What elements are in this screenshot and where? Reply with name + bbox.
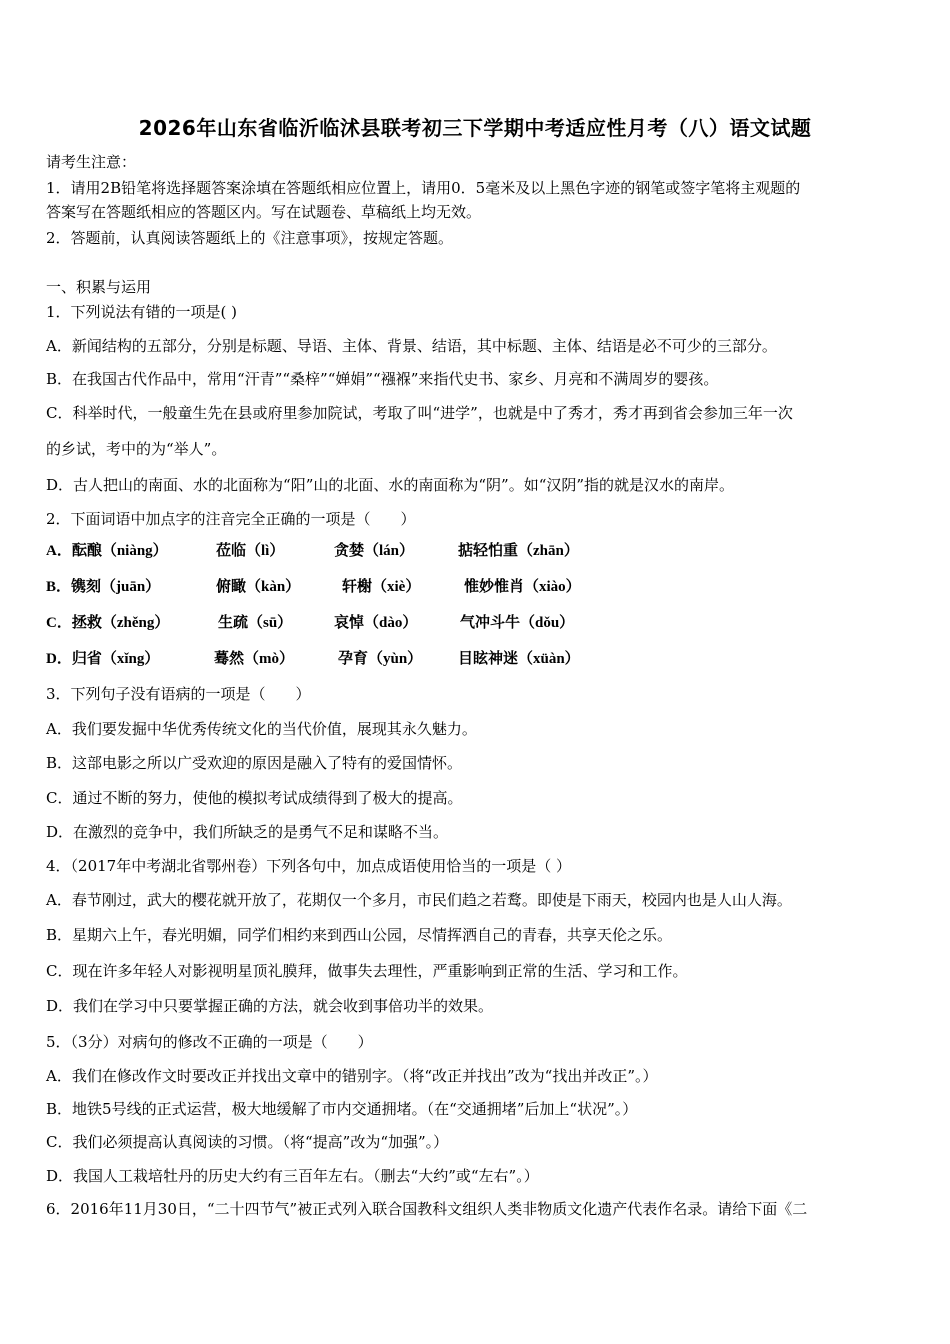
q1-option-c: C．科举时代，一般童生先在县或府里参加院试，考取了叫“进学”，也就是中了秀才，秀才再到省会参加三年一次 — [46, 404, 793, 422]
q2-a-word4: 掂轻怕重（zhān） — [458, 543, 579, 559]
q4-option-b: B．星期六上午，春光明媚，同学们相约来到西山公园，尽情挥洒自己的青春，共享天伦之乐。 — [46, 926, 673, 944]
q5-option-d: D．我国人工栽培牡丹的历史大约有三百年左右。（删去“大约”或“左右”。） — [46, 1167, 539, 1185]
q2-c-word4: 气冲斗牛（dǒu） — [460, 615, 575, 631]
q2-c-word3: 哀悼（dào） — [334, 615, 418, 631]
q5-option-b: B．地铁5号线的正式运营，极大地缓解了市内交通拥堵。（在“交通拥堵”后加上“状况”。） — [46, 1100, 638, 1118]
q2-a-word1: A．酝酿（niàng） — [46, 543, 168, 559]
q4-option-d: D．我们在学习中只要掌握正确的方法，就会收到事倍功半的效果。 — [46, 997, 494, 1015]
q2-b-word3: 轩榭（xiè） — [342, 579, 421, 595]
q5-option-c: C．我们必须提高认真阅读的习惯。（将“提高”改为“加强”。） — [46, 1133, 449, 1151]
notice-line-2: 2．答题前，认真阅读答题纸上的《注意事项》，按规定答题。 — [46, 229, 454, 247]
q2-row-d — [46, 650, 580, 668]
q2-stem: 2．下面词语中加点字的注音完全正确的一项是（ ） — [46, 510, 416, 528]
q3-option-d: D．在激烈的竞争中，我们所缺乏的是勇气不足和谋略不当。 — [46, 823, 449, 841]
notice-line-1b: 答案写在答题纸相应的答题区内。写在试题卷、草稿纸上均无效。 — [46, 203, 482, 221]
q5-option-a: A．我们在修改作文时要改正并找出文章中的错别字。（将“改正并找出”改为“找出并改正”。） — [46, 1067, 658, 1085]
q2-d-word2: 蓦然（mò） — [214, 651, 294, 667]
page-title: 2026年山东省临沂临沭县联考初三下学期中考适应性月考（八）语文试题 — [138, 116, 812, 140]
q2-b-word2: 俯瞰（kàn） — [216, 579, 301, 595]
q3-option-c: C．通过不断的努力，使他的模拟考试成绩得到了极大的提高。 — [46, 789, 463, 807]
q3-option-a: A．我们要发掘中华优秀传统文化的当代价值，展现其永久魅力。 — [46, 720, 477, 738]
q2-c-word2: 生疏（sū） — [218, 615, 293, 631]
q4-option-a: A．春节刚过，武大的樱花就开放了，花期仅一个多月，市民们趋之若鹜。即使是下雨天，校园内也是人山人海。 — [46, 891, 792, 909]
q1-option-c-cont: 的乡试，考中的为“举人”。 — [46, 440, 227, 458]
q2-c-word1: C．拯救（zhěng） — [46, 615, 170, 631]
q2-b-word4: 惟妙惟肖（xiào） — [464, 579, 581, 595]
q2-row-a — [46, 542, 579, 560]
notice-heading: 请考生注意： — [46, 153, 137, 171]
q1-option-a: A．新闻结构的五部分，分别是标题、导语、主体、背景、结语，其中标题、主体、结语是必不可少的三部分。 — [46, 337, 777, 355]
q2-a-word2: 莅临（lì） — [216, 543, 285, 559]
q3-stem: 3．下列句子没有语病的一项是（ ） — [46, 685, 311, 703]
q6-stem: 6．2016年11月30日，“二十四节气”被正式列入联合国教科文组织人类非物质文化遗产代表作名录。请给下面《二 — [46, 1200, 808, 1218]
section-heading: 一、积累与运用 — [46, 278, 152, 296]
q3-option-b: B．这部电影之所以广受欢迎的原因是融入了特有的爱国情怀。 — [46, 754, 463, 772]
q2-row-b — [46, 578, 581, 596]
q2-d-word1: D．归省（xǐng） — [46, 651, 160, 667]
q4-stem: 4．（2017年中考湖北省鄂州卷）下列各句中，加点成语使用恰当的一项是（ ） — [46, 857, 571, 875]
q1-stem: 1．下列说法有错的一项是( ) — [46, 303, 238, 321]
q2-d-word3: 孕育（yùn） — [338, 651, 423, 667]
q2-row-c — [46, 614, 574, 632]
q2-d-word4: 目眩神迷（xüàn） — [458, 651, 580, 667]
notice-line-1a: 1．请用2B铅笔将选择题答案涂填在答题纸相应位置上，请用0．5毫米及以上黑色字迹的钢笔或签字笔将主观题的 — [46, 179, 801, 197]
q1-option-d: D．古人把山的南面、水的北面称为“阳”山的北面、水的南面称为“阴”。如“汉阴”指的就是汉水的南岸。 — [46, 476, 735, 494]
q2-b-word1: B．镌刻（juān） — [46, 579, 161, 595]
q2-a-word3: 贪婪（lán） — [334, 543, 415, 559]
q1-option-b: B．在我国古代作品中，常用“汗青”“桑梓”“婵娟”“襁褓”来指代史书、家乡、月亮和不满周岁的婴孩。 — [46, 370, 719, 388]
q5-stem: 5．（3分）对病句的修改不正确的一项是（ ） — [46, 1033, 373, 1051]
q4-option-c: C．现在许多年轻人对影视明星顶礼膜拜，做事失去理性，严重影响到正常的生活、学习和工作。 — [46, 962, 688, 980]
